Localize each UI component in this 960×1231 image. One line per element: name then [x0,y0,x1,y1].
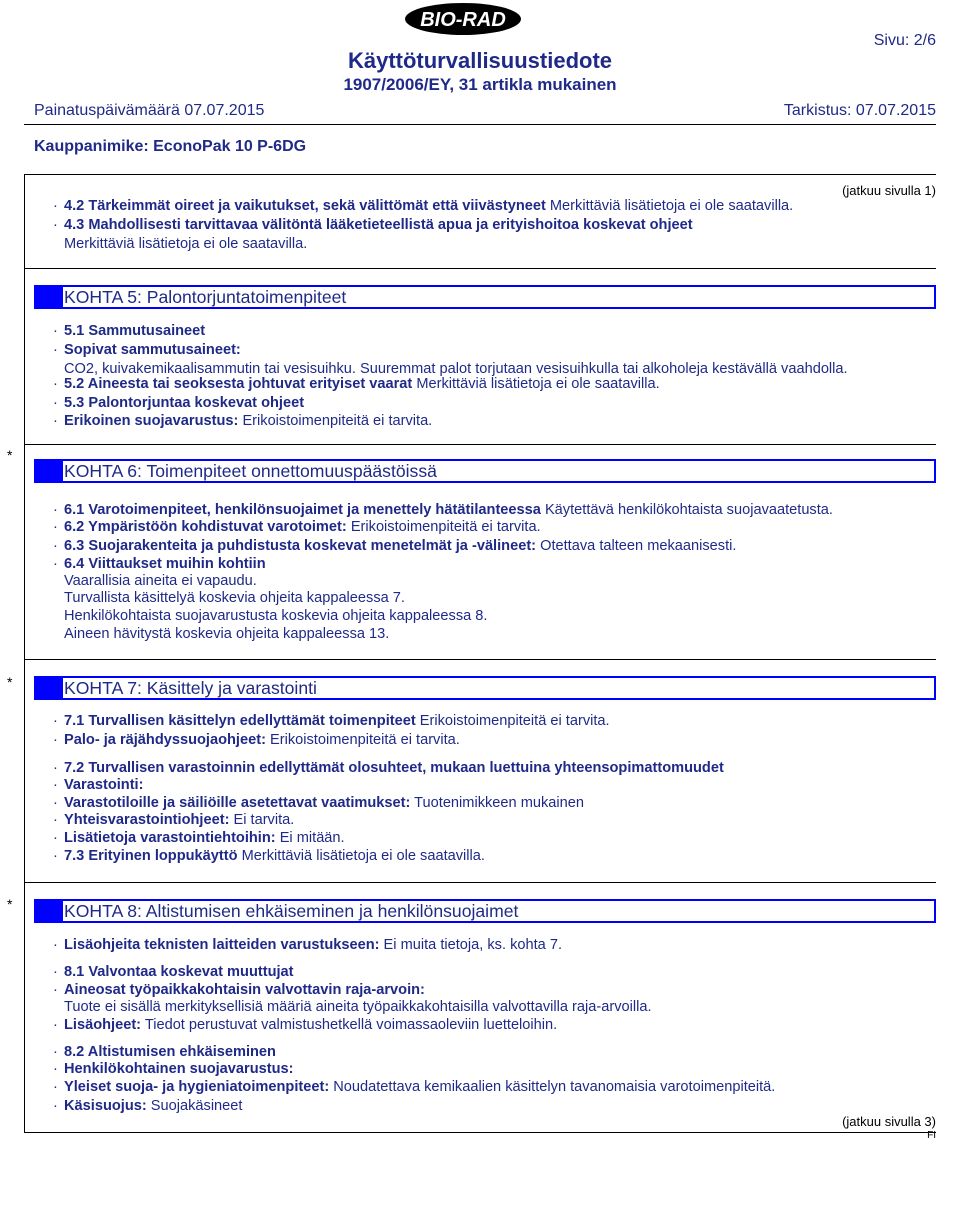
line-6-2: · 6.2 Ympäristöön kohdistuvat varotoimet: Erikoistoimenpiteitä ei tarvita. [53,519,541,535]
print-date: Painatuspäivämäärä 07.07.2015 [34,102,265,119]
line-6-4-b: Turvallista käsittelyä koskevia ohjeita kappaleessa 7. [64,590,405,606]
document-subtitle: 1907/2006/EY, 31 artikla mukainen [343,75,617,94]
line-suitable-media-value: CO2, kuivakemikaalisammutin tai vesisuihku. Suuremmat palot torjutaan vesisuihkulla tai alkoholeja kestävällä vaahdolla. [64,361,848,377]
section-8-title: KOHTA 8: Altistumisen ehkäiseminen ja henkilönsuojaimet [64,901,519,921]
page-number: Sivu: 2/6 [873,32,936,49]
line-6-4-c: Henkilökohtaista suojavarustusta koskevia ohjeita kappaleessa 8. [64,608,488,624]
line-4-3: · 4.3 Mahdollisesti tarvittavaa välitöntä lääketieteellistä apua ja erityishoitoa koskevat ohjeet [53,217,693,233]
line-7-1: · 7.1 Turvallisen käsittelyn edellyttämät toimenpiteet Erikoistoimenpiteitä ei tarvita. [53,713,610,729]
line-8-1: · 8.1 Valvontaa koskevat muuttujat [53,964,294,980]
line-technical-equipment: · Lisäohjeita teknisten laitteiden varustukseen: Ei muita tietoja, ks. kohta 7. [53,937,562,953]
svg-text:BIO-RAD: BIO-RAD [420,9,506,31]
language-code: FI [927,1130,936,1141]
line-joint-storage: · Yhteisvarastointiohjeet: Ei tarvita. [53,812,295,828]
section-divider-7 [24,659,936,660]
line-6-1: · 6.1 Varotoimenpiteet, henkilönsuojaimet ja menettely hätätilanteessa Käytettävä henkilökohtaista suojavaatetusta. [53,502,833,518]
line-storage: · Varastointi: [53,777,144,793]
line-6-4-d: Aineen hävitystä koskevia ohjeita kappaleessa 13. [64,626,390,642]
section-divider-5 [24,268,936,269]
section-divider-6 [24,444,936,445]
line-5-1: · 5.1 Sammutusaineet [53,323,206,339]
trade-name: Kauppanimike: EconoPak 10 P-6DG [34,138,307,155]
bio-rad-logo [404,2,522,36]
line-additional-info: · Lisäohjeet: Tiedot perustuvat valmistushetkellä voimassaoleviin luetteloihin. [53,1017,558,1033]
section-6-title: KOHTA 6: Toimenpiteet onnettomuuspäästöissä [64,461,437,481]
line-limit-components-value: Tuote ei sisällä merkityksellisiä määriä aineita työpaikkakohtaisilla valvottavilla raja-arvoilla. [64,999,652,1015]
content-top-rule [24,174,936,175]
line-8-2: · 8.2 Altistumisen ehkäiseminen [53,1044,276,1060]
line-6-4: · 6.4 Viittaukset muihin kohtiin [53,556,266,572]
content-bottom-rule [24,1132,936,1133]
line-6-3: · 6.3 Suojarakenteita ja puhdistusta koskevat menetelmät ja -välineet: Otettava talteen mekaanisesti. [53,538,737,554]
line-hygiene: · Yleiset suoja- ja hygieniatoimenpiteet: Noudatettava kemikaalien käsittelyn tavanomaisia varotoimenpiteitä. [53,1079,776,1095]
revision-marker-8: * [7,896,13,912]
revision-marker-6: * [7,447,13,463]
line-fire-protection: · Palo- ja räjähdyssuojaohjeet: Erikoistoimenpiteitä ei tarvita. [53,732,460,748]
content-left-rule [24,174,25,1132]
section-7-title: KOHTA 7: Käsittely ja varastointi [64,678,317,698]
line-special-equipment: · Erikoinen suojavarustus: Erikoistoimenpiteitä ei tarvita. [53,413,433,429]
line-limit-components: · Aineosat työpaikkakohtaisin valvottavin raja-arvoin: [53,982,425,998]
line-4-3-value: Merkittäviä lisätietoja ei ole saatavilla. [64,236,308,252]
line-5-3: · 5.3 Palontorjuntaa koskevat ohjeet [53,395,305,411]
line-5-2: · 5.2 Aineesta tai seoksesta johtuvat erityiset vaarat Merkittäviä lisätietoja ei ole saatavilla. [53,376,660,392]
continued-from: (jatkuu sivulla 1) [842,183,936,198]
revision-marker-7: * [7,674,13,690]
header-divider [24,124,936,125]
line-storage-requirements: · Varastotiloille ja säiliöille asetettavat vaatimukset: Tuotenimikkeen mukainen [53,795,584,811]
line-6-4-a: Vaarallisia aineita ei vapaudu. [64,573,257,589]
line-personal-protection: · Henkilökohtainen suojavarustus: [53,1061,294,1077]
line-7-3: · 7.3 Erityinen loppukäyttö Merkittäviä lisätietoja ei ole saatavilla. [53,848,485,864]
document-title: Käyttöturvallisuustiedote [347,48,613,73]
line-suitable-media: · Sopivat sammutusaineet: [53,342,241,358]
line-storage-more: · Lisätietoja varastointiehtoihin: Ei mitään. [53,830,345,846]
line-4-2: · 4.2 Tärkeimmät oireet ja vaikutukset, sekä välittömät että viivästyneet Merkittäviä lisätietoja ei ole saatavilla. [53,198,794,214]
continued-to: (jatkuu sivulla 3) [842,1114,936,1129]
section-5-title: KOHTA 5: Palontorjuntatoimenpiteet [64,287,347,307]
section-divider-8 [24,882,936,883]
line-hand-protection: · Käsisuojus: Suojakäsineet [53,1098,243,1114]
revision-date: Tarkistus: 07.07.2015 [783,102,936,119]
line-7-2: · 7.2 Turvallisen varastoinnin edellyttämät olosuhteet, mukaan luettuina yhteensopimattomuudet [53,760,724,776]
